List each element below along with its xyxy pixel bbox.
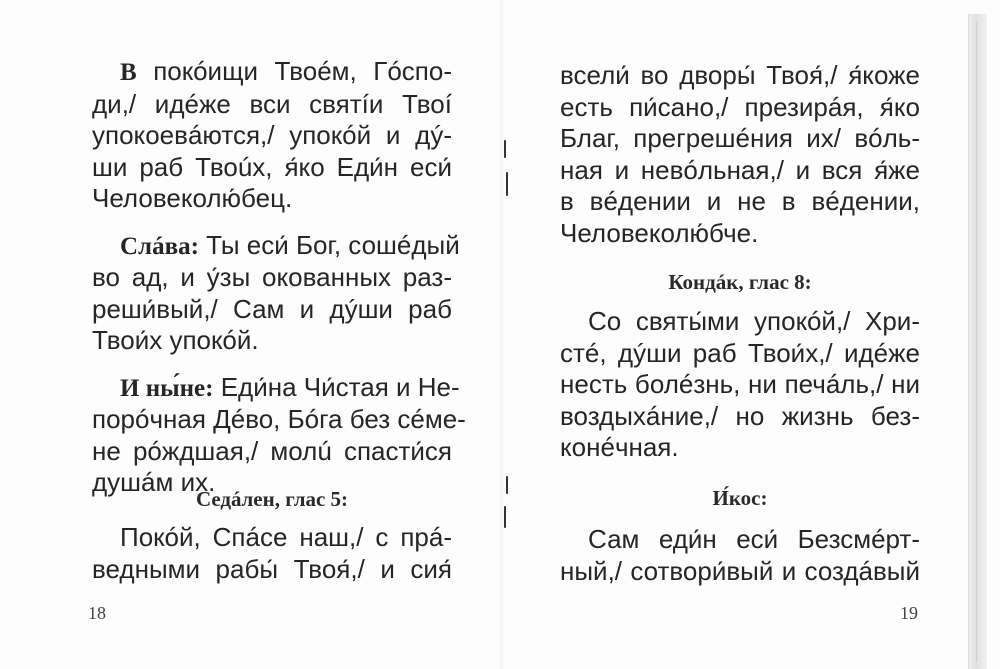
text-line: реши́вый,/ Сам и дýши раб	[92, 293, 452, 324]
paragraph-glory	[92, 229, 460, 357]
paragraph-troparion	[92, 56, 452, 215]
text-line: ведными рабы́ Твоя́,/ и сия́	[92, 553, 452, 584]
text-line: Слáва: Ты еси́ Бог, сошéдый	[120, 229, 460, 260]
page-number-left: 18	[88, 603, 106, 623]
text-line: Человеколю́бец.	[92, 183, 293, 213]
text-line: Благ, прегрешéния их/ вóль-	[560, 123, 920, 153]
right-page	[502, 0, 980, 669]
text-line: воздыхáние,/ но жизнь без-	[560, 400, 920, 431]
text-line: ная и невóльная,/ и вся я́же	[560, 154, 920, 185]
text-line: В покóищи Твоéм, Гóспо-	[120, 56, 452, 86]
text-line: И ны́не: Еди́на Чи́стая и Не-	[120, 371, 460, 402]
text-line: Твои́х упокóй.	[92, 325, 259, 355]
text-line: упокоевáются,/ упокóй и дý-	[92, 120, 452, 150]
kontakion-block	[560, 306, 920, 464]
text-line: Сам еди́н еси́ Безсмéрт-	[588, 524, 920, 554]
page-edge	[968, 14, 987, 669]
text-line: Покóй, Спáсе наш,/ с прá-	[120, 522, 452, 552]
text-line: ши раб Твоúх, я́ко Еди́н еси́	[92, 151, 452, 182]
section-heading-kontakion: Кондáк, глас 8:	[668, 270, 812, 294]
text-line: всели́ во дворы́ Твоя́,/ я́коже	[560, 60, 920, 90]
paragraph-lead: В	[120, 59, 137, 86]
page-edge-line	[976, 22, 977, 662]
paragraph-now	[92, 371, 466, 499]
left-text-block	[92, 56, 466, 514]
right-opening-block	[560, 60, 920, 249]
text-line: несть болéзнь, ни печáль,/ ни	[560, 369, 920, 399]
text-line: не рóждшая,/ молú спасти́ся	[92, 435, 452, 466]
text-line: есть пи́сано,/ презирáя, я́ко	[560, 91, 920, 122]
paragraph-lead: Слáва:	[120, 232, 199, 260]
text-line: Человеколю́бче.	[560, 217, 759, 248]
text-line: в вéдении и не в вéдении,	[560, 186, 920, 216]
text-line: порóчная Дéво, Бóга без сéме-	[92, 404, 466, 434]
text-line: ный,/ сотвори́вый и создáвый	[560, 555, 920, 586]
text-line: ди,/ идéже вси святíи Твоí	[92, 88, 452, 119]
paragraph-lead: И ны́не:	[120, 374, 214, 402]
text-line: во ад, и у́зы окованных раз-	[92, 262, 452, 292]
text-line: Со святы́ми упокóй,/ Хри-	[588, 306, 920, 336]
text-line: душáм их.	[92, 467, 216, 497]
page-number-right: 19	[900, 603, 918, 623]
text-line: конéчная.	[560, 432, 679, 462]
text-line: стé, дýши раб Твои́х,/ идéже	[560, 337, 920, 368]
section-heading-ikos: И́кос:	[712, 486, 768, 510]
ikos-block	[560, 524, 920, 587]
section-heading-sedalen: Седáлен, глас 5:	[195, 487, 349, 511]
left-final-block	[92, 522, 452, 585]
